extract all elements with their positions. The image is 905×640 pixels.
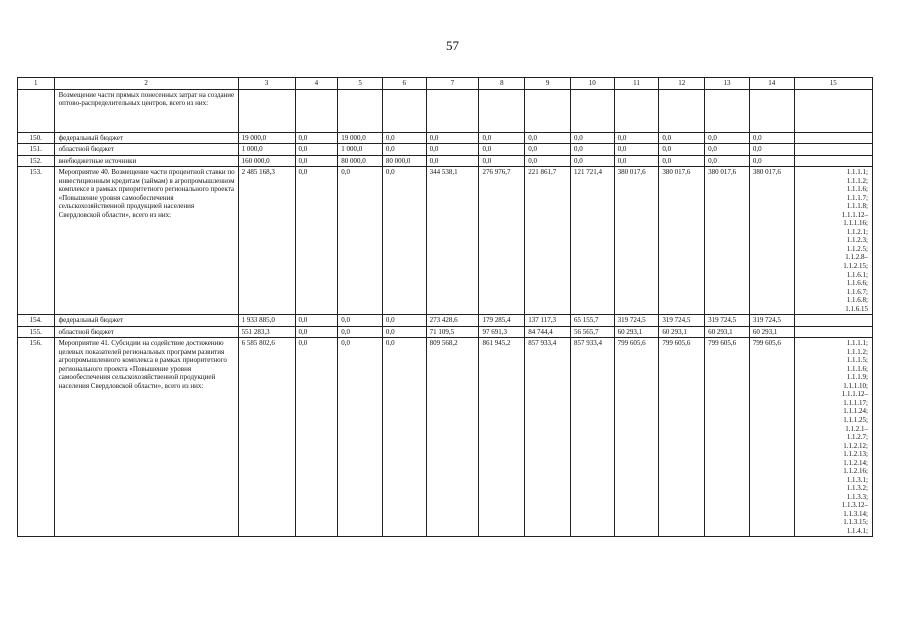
target-item: 1.1.2.7; [846, 433, 868, 442]
row-description: Возмещение части прямых понесенных затрат на создание оптово-распределительных центров, всего из них: [54, 89, 238, 132]
amount-cell [749, 89, 794, 132]
amount-cell: 0,0 [525, 144, 571, 156]
target-item: 1.1.1.9; [846, 373, 868, 382]
column-number: 5 [338, 78, 383, 90]
amount-cell: 19 000,0 [338, 132, 383, 144]
column-number: 15 [794, 78, 872, 90]
amount-cell: 121 721,4 [570, 167, 614, 315]
amount-cell: 0,0 [749, 144, 794, 156]
amount-cell: 551 283,3 [238, 326, 295, 338]
column-number: 9 [525, 78, 571, 90]
target-item: 1.1.3.3; [846, 492, 868, 501]
row-description: федеральный бюджет [54, 132, 238, 144]
amount-cell [659, 89, 705, 132]
amount-cell: 273 428,6 [426, 315, 479, 327]
amount-cell: 0,0 [295, 167, 338, 315]
column-number: 11 [614, 78, 659, 90]
amount-cell: 2 485 168,3 [238, 167, 295, 315]
amount-cell [614, 89, 659, 132]
amount-cell: 319 724,5 [614, 315, 659, 327]
target-item: 1.1.2.1; [846, 227, 868, 236]
amount-cell: 319 724,5 [705, 315, 750, 327]
amount-cell: 0,0 [426, 132, 479, 144]
target-item: 1.1.6.8; [846, 296, 868, 305]
amount-cell: 319 724,5 [749, 315, 794, 327]
amount-cell: 0,0 [570, 132, 614, 144]
amount-cell: 0,0 [525, 155, 571, 167]
target-item: 1.1.1.17; [843, 398, 868, 407]
column-number: 7 [426, 78, 479, 90]
target-item: 1.1.1.8; [846, 202, 868, 211]
amount-cell [426, 89, 479, 132]
amount-cell: 319 724,5 [659, 315, 705, 327]
row-number: 153. [18, 167, 55, 315]
target-item: 1.1.1.16; [843, 219, 868, 228]
amount-cell: 60 293,1 [614, 326, 659, 338]
amount-cell: 6 585 802,6 [238, 338, 295, 537]
target-indicators [794, 167, 872, 315]
column-number-row [18, 78, 873, 90]
amount-cell: 0,0 [382, 315, 426, 327]
amount-cell: 799 605,6 [749, 338, 794, 537]
row-number: 156. [18, 338, 55, 537]
row-description: областной бюджет [54, 144, 238, 156]
target-indicators [794, 144, 872, 156]
amount-cell: 71 109,5 [426, 326, 479, 338]
table-row [18, 155, 873, 167]
amount-cell: 56 565,7 [570, 326, 614, 338]
target-indicators [794, 326, 872, 338]
amount-cell: 344 538,1 [426, 167, 479, 315]
target-item: 1.1.6.15 [845, 304, 868, 313]
amount-cell: 80 000,0 [382, 155, 426, 167]
amount-cell: 0,0 [705, 144, 750, 156]
target-item: 1.1.1.2; [846, 347, 868, 356]
amount-cell: 380 017,6 [705, 167, 750, 315]
amount-cell: 60 293,1 [705, 326, 750, 338]
amount-cell: 380 017,6 [749, 167, 794, 315]
target-item: 1.1.1.12– [841, 390, 868, 399]
amount-cell: 0,0 [426, 144, 479, 156]
amount-cell: 1 000,0 [238, 144, 295, 156]
column-number: 10 [570, 78, 614, 90]
target-item: 1.1.2.5; [846, 244, 868, 253]
amount-cell: 0,0 [614, 155, 659, 167]
amount-cell: 0,0 [749, 155, 794, 167]
amount-cell: 0,0 [295, 132, 338, 144]
table-row [18, 144, 873, 156]
amount-cell: 857 933,4 [525, 338, 571, 537]
table-row [18, 326, 873, 338]
row-number: 151. [18, 144, 55, 156]
amount-cell: 799 605,6 [614, 338, 659, 537]
amount-cell: 857 933,4 [570, 338, 614, 537]
amount-cell: 0,0 [338, 338, 383, 537]
amount-cell: 0,0 [614, 132, 659, 144]
funding-table [17, 77, 873, 537]
target-item: 1.1.3.1; [846, 475, 868, 484]
amount-cell: 0,0 [338, 315, 383, 327]
amount-cell [238, 89, 295, 132]
amount-cell: 97 691,3 [479, 326, 525, 338]
target-indicators [794, 89, 872, 132]
amount-cell: 380 017,6 [614, 167, 659, 315]
amount-cell: 0,0 [382, 144, 426, 156]
target-item: 1.1.6.1; [846, 270, 868, 279]
amount-cell: 0,0 [338, 167, 383, 315]
row-number: 150. [18, 132, 55, 144]
amount-cell: 0,0 [479, 155, 525, 167]
column-number: 1 [18, 78, 55, 90]
amount-cell: 799 605,6 [659, 338, 705, 537]
amount-cell: 380 017,6 [659, 167, 705, 315]
target-item: 1.1.4.1; [846, 526, 868, 535]
amount-cell: 65 155,7 [570, 315, 614, 327]
amount-cell: 861 945,2 [479, 338, 525, 537]
row-number [18, 89, 55, 132]
target-indicators [794, 338, 872, 537]
table-row [18, 167, 873, 315]
row-description: областной бюджет [54, 326, 238, 338]
table-row [18, 315, 873, 327]
amount-cell: 0,0 [525, 132, 571, 144]
amount-cell: 0,0 [382, 132, 426, 144]
target-item: 1.1.1.1; [846, 168, 868, 177]
amount-cell: 221 861,7 [525, 167, 571, 315]
amount-cell: 1 000,0 [338, 144, 383, 156]
amount-cell: 160 000,0 [238, 155, 295, 167]
amount-cell: 0,0 [659, 155, 705, 167]
column-number: 6 [382, 78, 426, 90]
amount-cell: 19 000,0 [238, 132, 295, 144]
amount-cell: 1 933 885,0 [238, 315, 295, 327]
row-description: федеральный бюджет [54, 315, 238, 327]
target-item: 1.1.2.3; [846, 236, 868, 245]
target-indicators [794, 155, 872, 167]
amount-cell: 0,0 [479, 144, 525, 156]
column-number: 14 [749, 78, 794, 90]
target-item: 1.1.3.15; [843, 518, 868, 527]
target-item: 1.1.2.13; [843, 450, 868, 459]
amount-cell: 809 568,2 [426, 338, 479, 537]
amount-cell: 0,0 [338, 326, 383, 338]
amount-cell: 0,0 [614, 144, 659, 156]
target-item: 1.1.1.7; [846, 193, 868, 202]
table-row [18, 89, 873, 132]
amount-cell: 799 605,6 [705, 338, 750, 537]
target-item: 1.1.1.1; [846, 339, 868, 348]
table-row [18, 338, 873, 537]
table-row [18, 132, 873, 144]
target-item: 1.1.1.25; [843, 416, 868, 424]
amount-cell: 0,0 [295, 326, 338, 338]
amount-cell: 0,0 [295, 338, 338, 537]
amount-cell: 0,0 [382, 326, 426, 338]
target-item: 1.1.3.14; [843, 509, 868, 518]
amount-cell: 0,0 [570, 155, 614, 167]
amount-cell: 0,0 [426, 155, 479, 167]
row-description: внебюджетные источники [54, 155, 238, 167]
amount-cell: 0,0 [705, 155, 750, 167]
amount-cell [705, 89, 750, 132]
row-description: Мероприятие 40. Возмещение части процентной ставки по инвестиционным кредитам (займам) в агропромышленном комплексе в рамках приоритетного регионального проекта «Повышение уровня самообеспечения сельскохозяйственной продукцией населения Свердловской области», всего из них: [54, 167, 238, 315]
target-item: 1.1.6.6; [846, 279, 868, 288]
target-item: 1.1.2.15; [843, 261, 868, 270]
target-item: 1.1.2.8– [845, 253, 868, 262]
column-number: 4 [295, 78, 338, 90]
table-body [18, 78, 873, 537]
target-item: 1.1.1.24; [843, 407, 868, 416]
target-item: 1.1.1.12– [841, 210, 868, 219]
page-number: 57 [446, 38, 459, 53]
amount-cell: 0,0 [705, 132, 750, 144]
amount-cell: 0,0 [659, 144, 705, 156]
amount-cell: 0,0 [295, 144, 338, 156]
amount-cell: 276 976,7 [479, 167, 525, 315]
column-number: 2 [54, 78, 238, 90]
target-item: 1.1.2.12; [843, 441, 868, 450]
target-item: 1.1.1.10; [843, 381, 868, 390]
target-item: 1.1.1.2; [846, 176, 868, 185]
target-indicators [794, 315, 872, 327]
target-item: 1.1.1.6; [846, 364, 868, 373]
amount-cell: 0,0 [382, 338, 426, 537]
target-item: 1.1.2.14; [843, 458, 868, 467]
row-number: 152. [18, 155, 55, 167]
column-number: 12 [659, 78, 705, 90]
row-number: 155. [18, 326, 55, 338]
column-number: 3 [238, 78, 295, 90]
amount-cell: 0,0 [749, 132, 794, 144]
amount-cell: 0,0 [479, 132, 525, 144]
amount-cell: 179 285,4 [479, 315, 525, 327]
amount-cell [295, 89, 338, 132]
row-description: Мероприятие 41. Субсидии на содействие достижению целевых показателей региональных программ развития агропромышленного комплекса в рамках приоритетного регионального проекта «Повышение уровня самообеспечения сельскохозяйственной продукцией населения Свердловской области», всего из них: [54, 338, 238, 537]
target-item: 1.1.2.16; [843, 467, 868, 476]
amount-cell [525, 89, 571, 132]
amount-cell: 84 744,4 [525, 326, 571, 338]
target-item: 1.1.1.5; [846, 356, 868, 365]
amount-cell [570, 89, 614, 132]
row-number: 154. [18, 315, 55, 327]
amount-cell: 137 117,3 [525, 315, 571, 327]
target-item: 1.1.6.7; [846, 287, 868, 296]
amount-cell [338, 89, 383, 132]
column-number: 13 [705, 78, 750, 90]
target-item: 1.1.3.12– [841, 501, 868, 510]
target-item: 1.1.1.6; [846, 185, 868, 194]
amount-cell: 0,0 [570, 144, 614, 156]
amount-cell: 0,0 [382, 167, 426, 315]
amount-cell: 60 293,1 [659, 326, 705, 338]
amount-cell: 0,0 [295, 315, 338, 327]
target-indicators [794, 132, 872, 144]
amount-cell: 60 293,1 [749, 326, 794, 338]
amount-cell: 0,0 [295, 155, 338, 167]
amount-cell [479, 89, 525, 132]
column-number: 8 [479, 78, 525, 90]
amount-cell: 80 000,0 [338, 155, 383, 167]
target-item: 1.1.3.2; [846, 484, 868, 493]
target-item: 1.1.2.1– [845, 424, 868, 433]
amount-cell [382, 89, 426, 132]
amount-cell: 0,0 [659, 132, 705, 144]
